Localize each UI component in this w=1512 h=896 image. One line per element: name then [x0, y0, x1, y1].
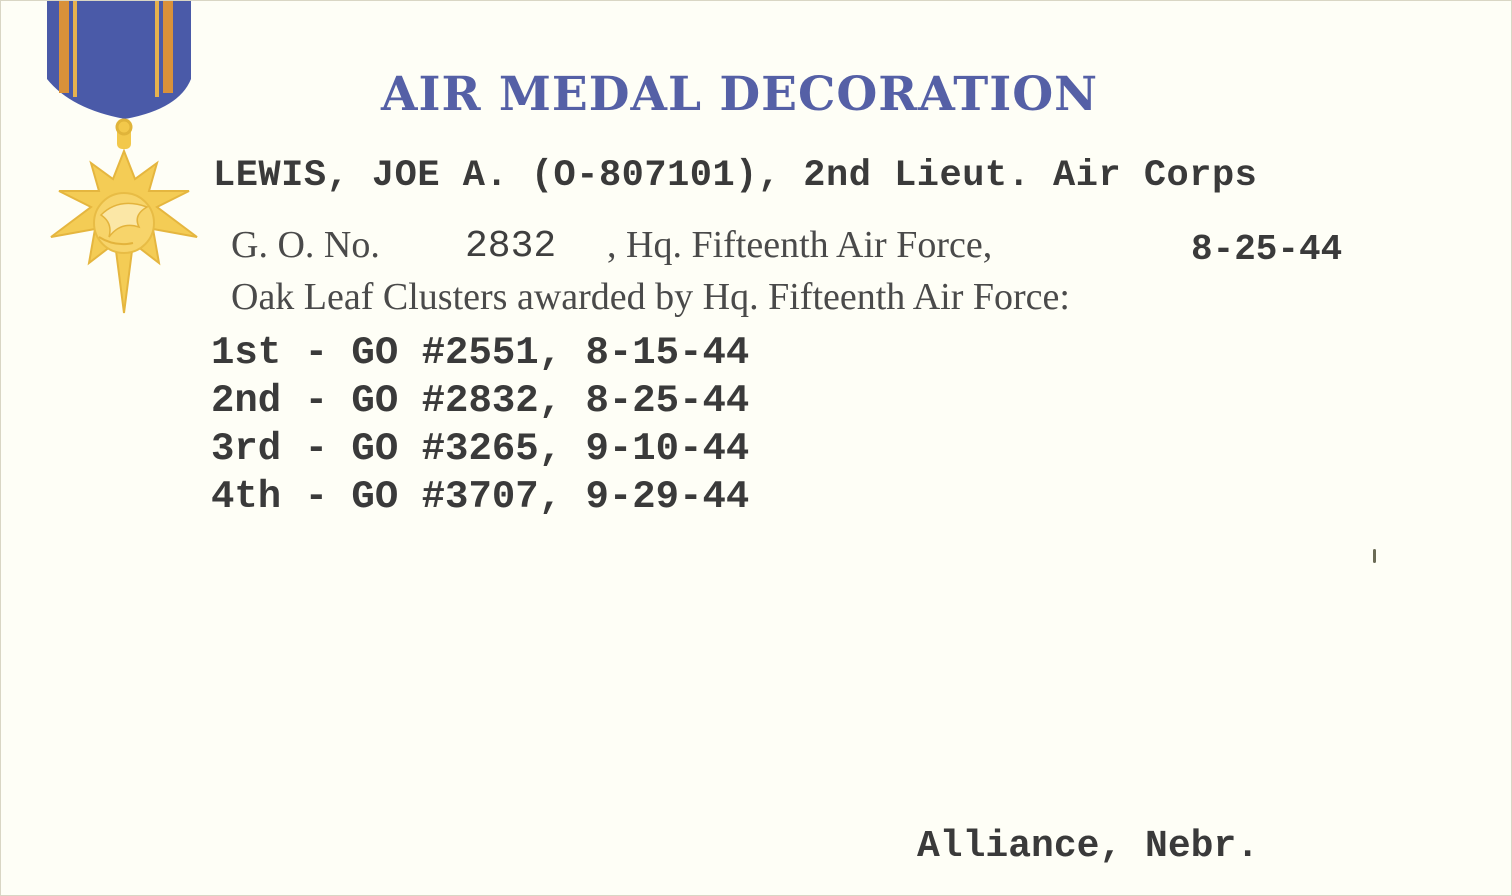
general-order-number: 2832 [465, 225, 557, 268]
location-line: Alliance, Nebr. [917, 825, 1260, 868]
cluster-entry-2nd: 2nd - GO #2832, 8-25-44 [211, 379, 750, 423]
recipient-name-line: LEWIS, JOE A. (O-807101), 2nd Lieut. Air Corps [213, 155, 1258, 197]
general-order-date: 8-25-44 [1191, 229, 1343, 270]
air-medal-icon [29, 1, 201, 321]
general-order-headquarters: , Hq. Fifteenth Air Force, [607, 224, 993, 266]
cluster-entry-3rd: 3rd - GO #3265, 9-10-44 [211, 427, 750, 471]
card-title: AIR MEDAL DECORATION [381, 67, 1099, 122]
cluster-entry-1st: 1st - GO #2551, 8-15-44 [211, 331, 750, 375]
cluster-entry-4th: 4th - GO #3707, 9-29-44 [211, 475, 750, 519]
oak-leaf-cluster-list [211, 329, 749, 521]
ink-speck [1373, 549, 1376, 563]
oak-leaf-heading: Oak Leaf Clusters awarded by Hq. Fifteenth Air Force: [231, 276, 1070, 318]
general-order-label: G. O. No. [231, 224, 380, 266]
